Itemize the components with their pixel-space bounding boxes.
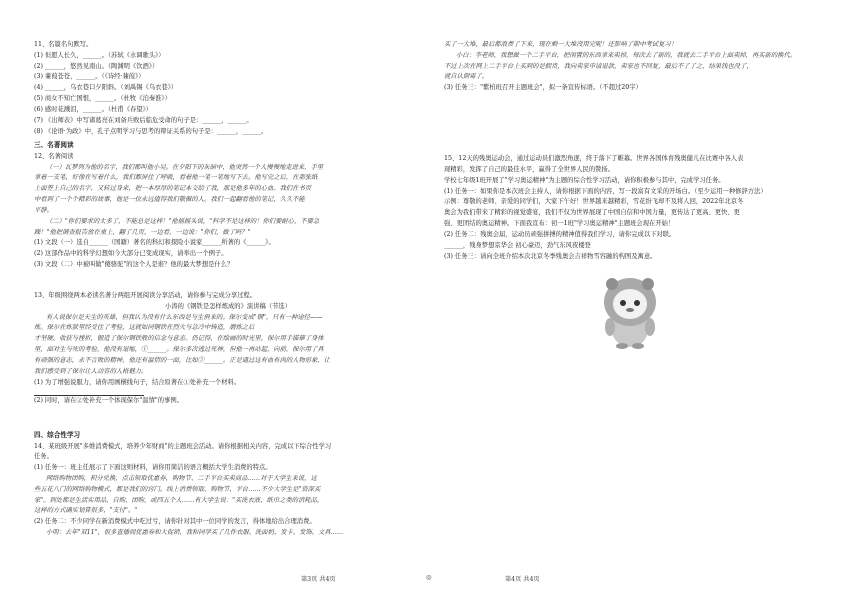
q12-subquestion: (3) 文段（二）中被叫做"傻骆驼"的这个人是谁？他的最大梦想是什么？	[34, 261, 234, 269]
q15-task-2: (2) 任务二：残奥会届，运动员顽强拼搏的精神值得我们学习，请你完成以下对联。	[444, 230, 676, 238]
q14-continued	[444, 40, 832, 83]
q15-intro: 15、12天的残奥运动会，通过运动员们激烈角逐，终于落下了帷幕。世界各国体育残奥健儿在比赛中各人表	[444, 155, 744, 163]
q15-context: 学校七年级1班开展了"学习奥运精神"为主题的综合性学习活动，请你积极参与其中，完成学习任务。	[444, 176, 725, 184]
page-number-right: 第4页 共4页	[505, 576, 540, 583]
q14-material	[34, 474, 422, 517]
right-page-column	[444, 40, 832, 350]
q14-task-2: (2) 任务二：不少同学在新消费模式中吃过亏，请你针对其中一位同学的发言，得体地给出合理消费。	[34, 518, 316, 526]
q11-title: 11、名篇名句默写。	[34, 41, 93, 48]
passage-line: 中看到了一个个精彩的故事，他是一位永远值得我们敬佩的人。我们一起翻看他的笔记，久久不能	[34, 196, 305, 204]
q14-intro: 14、某班级开展"多维消费模式，培养少年财商"的主题班会活动。请你根据相关内容，完成以下综合性学习	[34, 442, 332, 450]
q14-xiaoming: 小明：去年"双11"，很多直播间优惠券和大促销，我和同学买了几件衣服、洗面奶、发卡、发饰、文具……	[46, 529, 344, 537]
q13-title: 13、年级围绕两本必读名著分两组开展阅读分享活动，请你参与完成分享过程。	[34, 291, 257, 299]
q15-task-1: (1) 任务一：如果你是本次班会主持人，请你根据下面的内容，写一段富有文采的开场白。（至少运用一种修辞方法）	[444, 187, 767, 195]
material-line: 这样的方式确实划算很多，"支付"。"	[34, 507, 138, 515]
page-number-left: 第3页 共4页	[301, 576, 336, 583]
passage-line: 平静。	[34, 206, 53, 214]
passage-line: （一）瓦罗列为他的名字，我们都叫他小吴。在夕阳下的灰暗中，他突然一个人慢慢地走进来，手里	[46, 163, 324, 171]
passage-line: 拿着一支笔，好像在写着什么，我们都屏住了呼吸，看着他一笔一笔地写下去。他写完之后，在那张纸	[34, 174, 318, 182]
q11-item: (7) 《出师表》中写诸葛亮在刘备兵败后临危受命的句子是：______，______。	[34, 116, 253, 124]
q13-subquestion: (1) 为了增强说服力，请你用画横线句子，结合原著在①处补充一个材料。	[34, 378, 241, 386]
q15-intro: 现精彩，发挥了自己的最佳水平，赢得了全世界人民的赞扬。	[444, 165, 615, 173]
q15-example: 奥会为我们带来了精彩的视觉盛宴，我们不仅为世界展现了中国自信和中国力量，更传达了更高、更快、更	[444, 209, 740, 217]
continued-line: 就自认倒霉了。	[444, 73, 489, 81]
q15-example: 强、更团结的奥运精神。下面我宣布：初一1班"学习奥运精神"主题班会现在开始！	[444, 220, 675, 228]
material-line: 网络购物团购，积分兑换，点击领取优惠券，购物节、二手平台买卖商品……对于大学生来说，这	[46, 474, 317, 482]
q15-couplet: ______，残身梦想京华会 初心豪迈，劲气东风夜楼登	[444, 241, 591, 249]
q15-example: 示例：尊敬的老师、亲爱的同学们，大家下午好！世界越来越精彩，雪花纷飞却不及将人回，2022年北京冬	[444, 198, 744, 206]
q12-passage-2	[34, 217, 422, 239]
section-4-heading: 四、综合性学习	[34, 431, 81, 440]
section-3-heading: 三、名著阅读	[34, 141, 74, 150]
q14-task-1: (1) 任务一：班主任展示了下面这则材料，请你用简洁的语言概括大学生消费的特点。	[34, 464, 272, 472]
q11-block	[34, 40, 422, 137]
page-center-mark: ◎	[426, 574, 432, 581]
q13-speech-title: 小涛的《钢铁是怎样炼成的》演讲稿（节选）	[165, 302, 291, 310]
speech-line: 炼。保尔在炼狱里经受住了考验，这就如同钢铁在烈火与急冷中铸造，磨炼之后	[34, 324, 255, 332]
left-page-column	[34, 40, 422, 539]
q13-speech-body	[34, 313, 422, 378]
q12-subquestion: (2) 这部作品中的科学幻想如今大部分已变成现实，请举出一个例子。	[34, 250, 228, 258]
q11-item: (4) ______，乌衣巷口夕阳斜。（刘禹锡《乌衣巷》）	[34, 84, 178, 92]
q14-task-3: (3) 任务三："紫柏班召开主题班会"，拟一条宣传标语。（不超过20字）	[444, 84, 642, 92]
q13-subquestion: (2) 同时，请在②处补充一个体现保尔"温情"的事例。	[34, 397, 183, 405]
speech-line: 里，面对生与死的考验，他没有退缩，①______。保尔多次逃过死神，但他一再站起，向前，保尔用了具	[34, 346, 324, 354]
passage-line: （二）"你们要求的太多了，不能总是这样！"他摇摇头说，"科学不是这样的！你们要耐心，不要急	[46, 217, 320, 225]
q15-task-3: (3) 任务三：请向全班介绍本次北京冬季残奥会吉祥物雪容融的构图及寓意。	[444, 252, 657, 260]
answer-line	[34, 388, 144, 396]
mascot-illustration	[594, 272, 666, 350]
continued-line: 买了一大堆，最后都浪费了下来，现在剩一大堆没用完呢！还影响了期中考试复习！	[444, 41, 677, 48]
q11-item: (8) 《论语·为政》中，孔子点明学习与思考的辩证关系的句子是：______，______。	[34, 127, 268, 135]
continued-line: 不过上次在网上二手平台上买到的是假货，我向卖家申请退款，卖家也不回复，最后不了了之，结果钱也没了，	[444, 62, 753, 70]
q11-item: (5) 商女不知亡国恨，______。（杜牧《泊秦淮》）	[34, 95, 171, 103]
material-line: 家"。到处都是生活实用品，自购、团购，或四五个人……有大学生说："买洗衣液、纸巾之类的消耗品，	[34, 496, 324, 504]
continued-line: 小白：李老师，我想做一个二手平台，把闲置的东西拿来卖掉，每次去了新的，我就去二手平台上面卖掉，再买新的换代。	[456, 51, 797, 59]
speech-line: 有顽强的意志，永不言败的精神，他还有温情的一面，比如②______。正是通过这有血有肉的人物形象，让	[34, 356, 330, 364]
q12-passage-1	[34, 163, 422, 217]
q11-item: (1) 但愿人长久，______。（苏轼《水调歌头》）	[34, 51, 165, 59]
speech-line: 有人说保尔是天生的英雄，但我认为没有什么东西是与生俱来的。保尔变成"钢"，只有一种途径——	[46, 313, 323, 321]
speech-line: 我们感受到了保尔让人动容的人格魅力。	[34, 367, 148, 375]
q11-item: (6) 感时花溅泪，______。（杜甫《春望》）	[34, 105, 152, 113]
passage-line: 躁！"他把调查报告放在桌上，翻了几页，一边看，一边说："你们，做了吗？"	[34, 228, 251, 236]
q14-intro: 任务。	[34, 453, 53, 461]
q12-subquestion: (1) 文段（一）选自______（国籍）著名的科幻和探险小说家______所著的《______》。	[34, 239, 275, 247]
speech-line-underlined: 才坚硬。收获与挫折，锻造了保尔钢铁般的信念与意志。仍记得，在绘画的时光里，保尔用手描摹了身体	[34, 335, 324, 343]
passage-line: 上面签上自己的名字，又转过身来，把一本厚厚的笔记本交给了我，那是他多年的心血。我们在书页	[34, 185, 312, 193]
material-line: 些五花八门的网络购物模式，都是我们的窍门。线上消费领取、购物节、平台……不少大学生是"资深买	[34, 485, 321, 493]
q11-item: (2) ______，悠然见南山。（陶渊明《饮酒》）	[34, 62, 159, 70]
q12-title: 12、名著阅读	[34, 152, 74, 160]
q11-item: (3) 蒹葭苍苍，______。（《诗经·蒹葭》）	[34, 73, 145, 81]
